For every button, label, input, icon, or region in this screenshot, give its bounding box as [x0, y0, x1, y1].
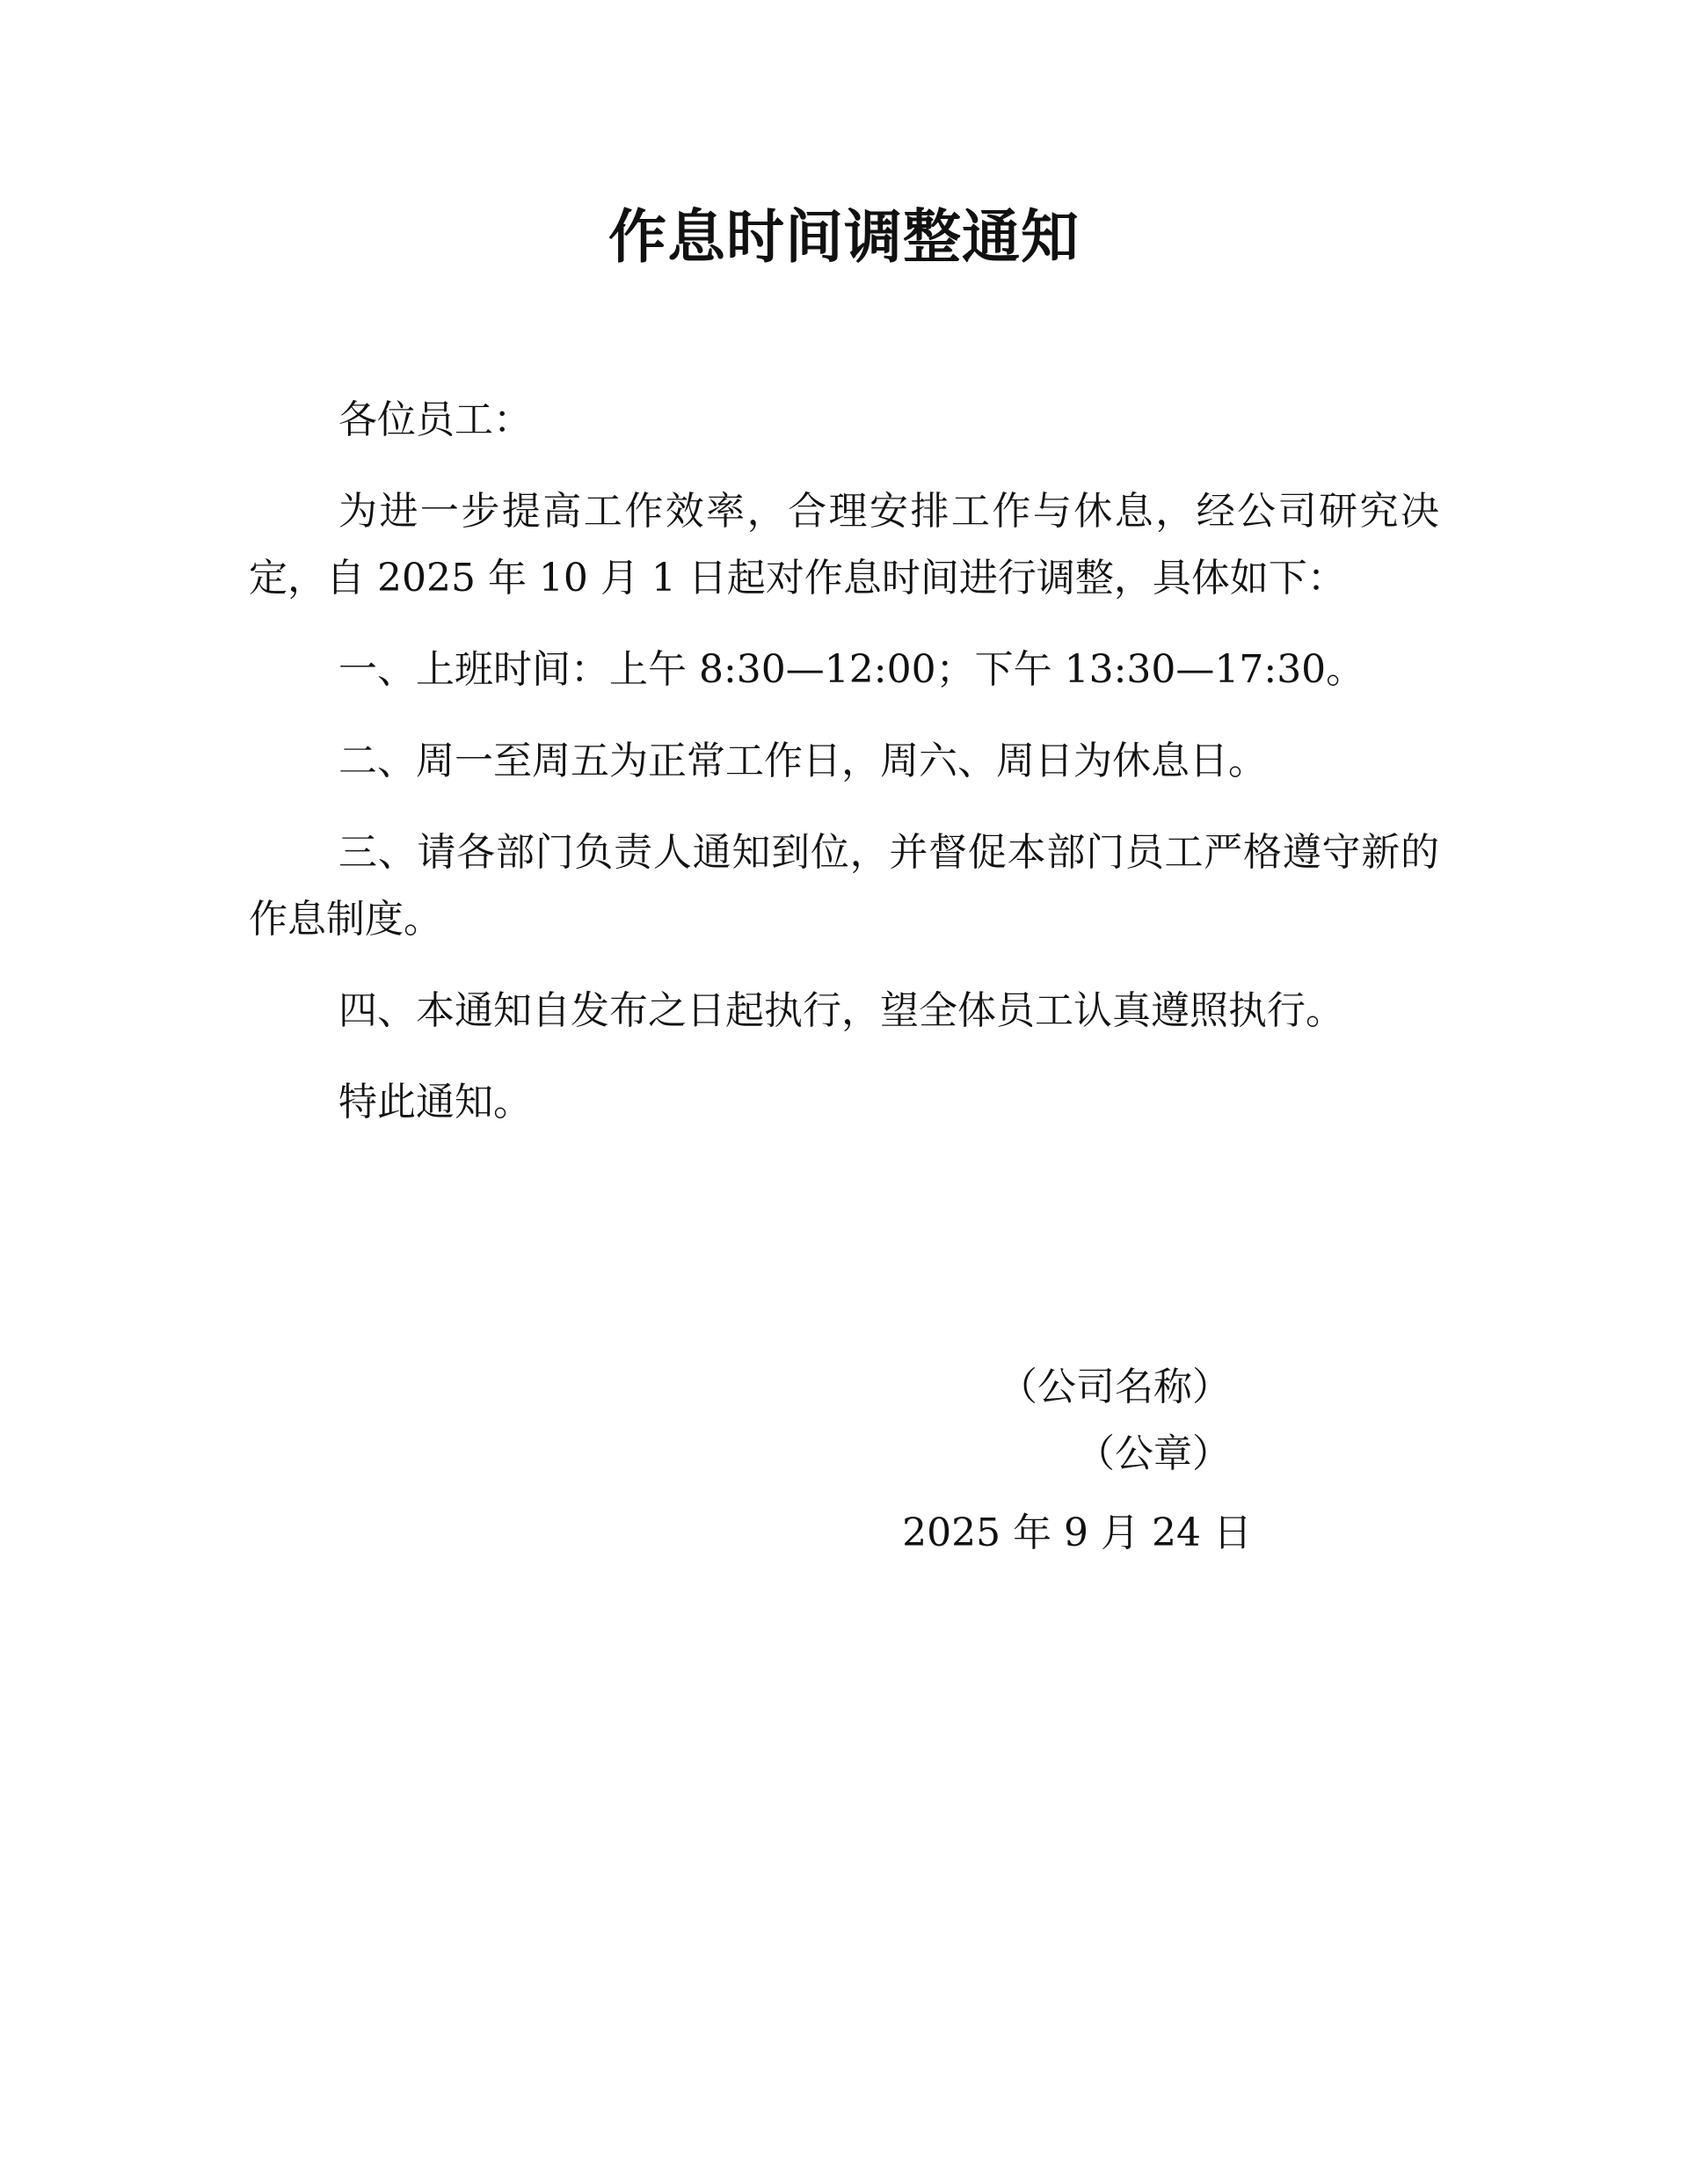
notice-intro: 为进一步提高工作效率，合理安排工作与休息，经公司研究决定，自 2025 年 10 月 1 日起对作息时间进行调整，具体如下： — [249, 489, 1439, 601]
signature-seal: （公章） — [1076, 1431, 1231, 1476]
notice-closing: 特此通知。 — [338, 1080, 532, 1125]
notice-greeting: 各位员工： — [338, 397, 532, 442]
signature-block — [879, 1354, 1266, 1567]
notice-item-working-hours: 一、上班时间：上午 8:30—12:00；下午 13:30—17:30。 — [338, 647, 1365, 692]
signature-date: 2025 年 9 月 24 日 — [902, 1511, 1252, 1555]
notice-item-workdays: 二、周一至周五为正常工作日，周六、周日为休息日。 — [338, 739, 1267, 783]
signature-company: （公司名称） — [999, 1365, 1231, 1409]
notice-item-effective: 四、本通知自发布之日起执行，望全体员工认真遵照执行。 — [338, 988, 1344, 1033]
notice-title: 作息时间调整通知 — [608, 203, 1080, 271]
notice-body — [249, 387, 1439, 1161]
notice-item-department-heads: 三、请各部门负责人通知到位，并督促本部门员工严格遵守新的作息制度。 — [249, 830, 1439, 942]
